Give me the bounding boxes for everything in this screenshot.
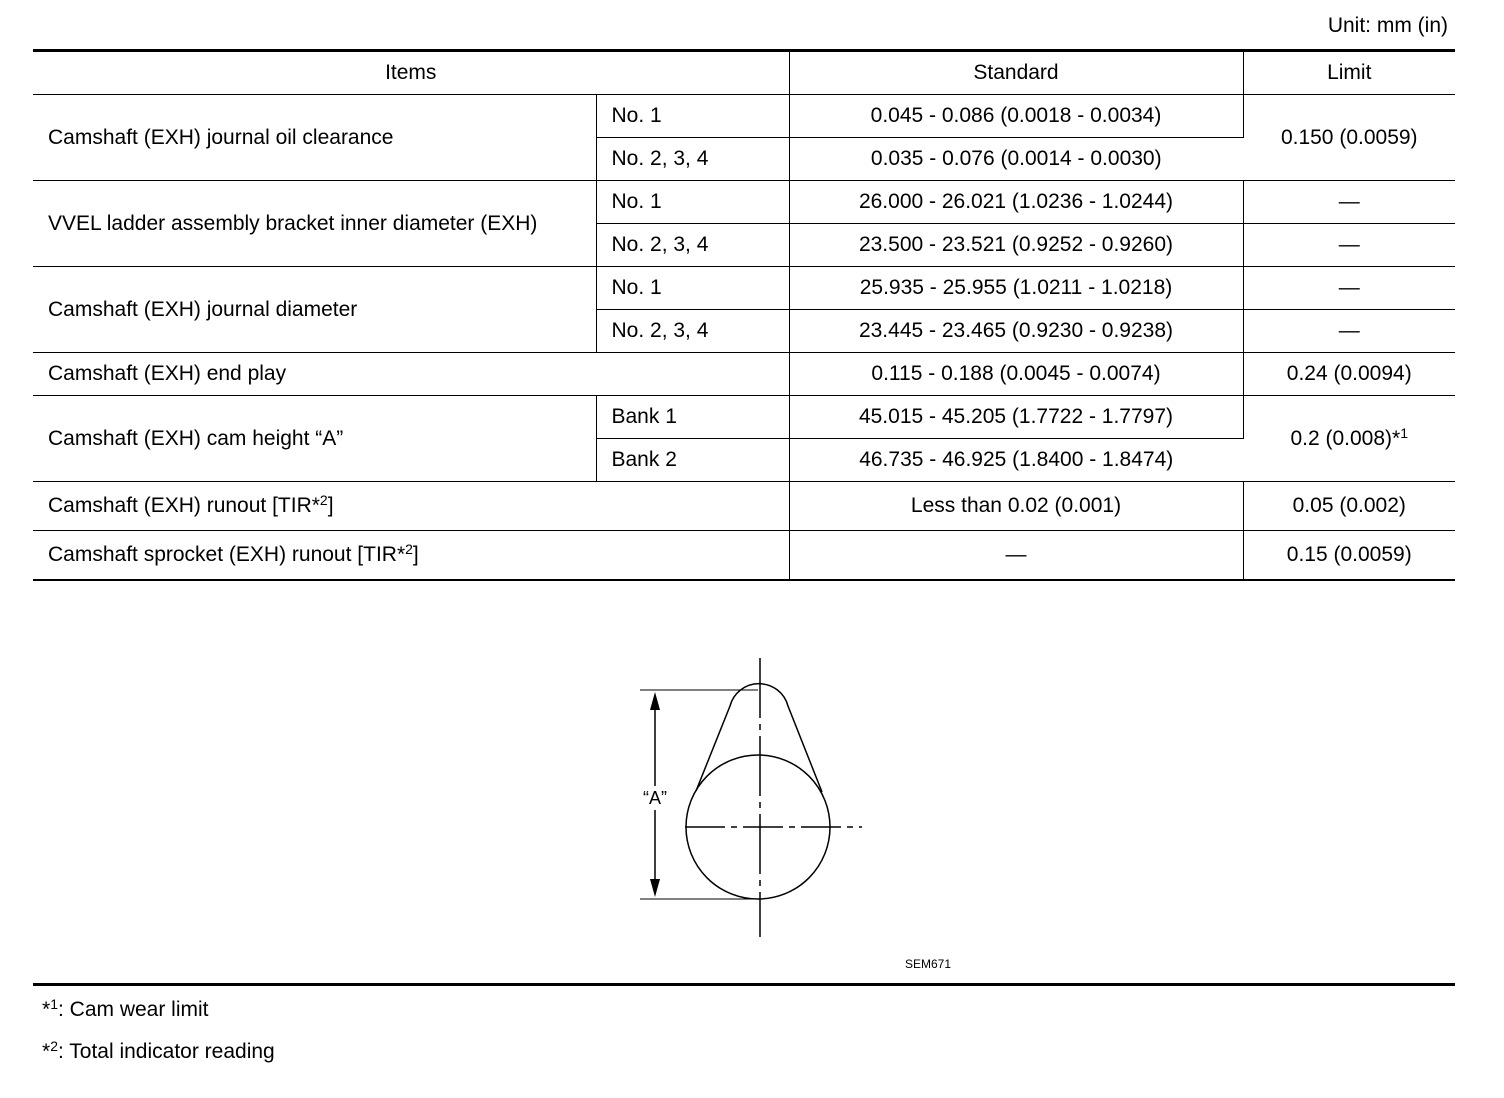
standard-value: — [789,531,1243,580]
table-row [33,482,1455,531]
footnote-number: 1 [50,996,58,1012]
standard-value: 46.735 - 46.925 (1.8400 - 1.8474) [789,439,1243,482]
item-text-end: ] [327,494,334,517]
sub-item: No. 1 [596,95,789,138]
table-row [33,531,1455,580]
standard-value: 0.035 - 0.076 (0.0014 - 0.0030) [789,138,1243,181]
table-row [33,181,1455,224]
item-bracket-inner-diameter: VVEL ladder assembly bracket inner diameter (EXH) [33,181,596,267]
standard-value: 0.115 - 0.188 (0.0045 - 0.0074) [789,353,1243,396]
sub-item: No. 2, 3, 4 [596,224,789,267]
camshaft-spec-table [33,49,1455,581]
standard-value: 45.015 - 45.205 (1.7722 - 1.7797) [789,396,1243,439]
table-row [33,95,1455,138]
standard-value: 23.445 - 23.465 (0.9230 - 0.9238) [789,310,1243,353]
cam-lobe-outline [696,684,822,792]
footnote-text: : Cam wear limit [57,998,209,1021]
sub-item: Bank 2 [596,439,789,482]
limit-value: — [1243,267,1455,310]
limit-value [1243,396,1455,482]
footnote-mark: * [42,998,51,1021]
standard-value: Less than 0.02 (0.001) [789,482,1243,531]
item-runout [33,482,789,531]
dimension-label: “A” [643,788,667,808]
item-text: Camshaft (EXH) runout [TIR* [48,494,320,517]
limit-value: — [1243,310,1455,353]
limit-value: — [1243,181,1455,224]
sub-item: No. 1 [596,267,789,310]
item-sprocket-runout [33,531,789,580]
limit-value: — [1243,224,1455,267]
footnote-ref: 1 [1400,424,1409,441]
limit-text: 0.2 (0.008)* [1290,426,1401,450]
item-journal-diameter: Camshaft (EXH) journal diameter [33,267,596,353]
footnote-mark: * [42,1040,51,1063]
cam-height-diagram [600,650,870,945]
item-text: Camshaft sprocket (EXH) runout [TIR* [48,542,406,566]
standard-value: 0.045 - 0.086 (0.0018 - 0.0034) [789,95,1243,138]
standard-value: 26.000 - 26.021 (1.0236 - 1.0244) [789,181,1243,224]
table-row [33,353,1455,396]
item-cam-height: Camshaft (EXH) cam height “A” [33,396,596,482]
item-journal-oil-clearance: Camshaft (EXH) journal oil clearance [33,95,596,181]
limit-value: 0.05 (0.002) [1243,482,1455,531]
sub-item: No. 2, 3, 4 [596,310,789,353]
dimension-arrow-down-icon [650,879,660,897]
footnote-number: 2 [50,1038,58,1054]
table-header-row [33,51,1455,95]
limit-value: 0.150 (0.0059) [1243,95,1455,181]
sub-item: No. 1 [596,181,789,224]
standard-value: 23.500 - 23.521 (0.9252 - 0.9260) [789,224,1243,267]
footnote-2 [42,1040,275,1064]
standard-value: 25.935 - 25.955 (1.0211 - 1.0218) [789,267,1243,310]
figure-id: SEM671 [905,957,952,971]
item-text-end: ] [412,542,419,566]
item-end-play: Camshaft (EXH) end play [33,353,789,396]
header-items: Items [33,51,789,95]
dimension-arrow-up-icon [650,692,660,710]
limit-value: 0.24 (0.0094) [1243,353,1455,396]
footnote-text: : Total indicator reading [57,1040,275,1063]
header-limit: Limit [1243,51,1455,95]
unit-label: Unit: mm (in) [1327,14,1448,37]
divider [33,983,1455,986]
sub-item: Bank 1 [596,396,789,439]
limit-value: 0.15 (0.0059) [1243,531,1455,580]
footnote-ref: 2 [405,540,413,557]
sub-item: No. 2, 3, 4 [596,138,789,181]
table-row [33,267,1455,310]
table-row [33,396,1455,439]
footnote-ref: 2 [319,492,328,508]
header-standard: Standard [789,51,1243,95]
footnote-1 [42,998,209,1022]
